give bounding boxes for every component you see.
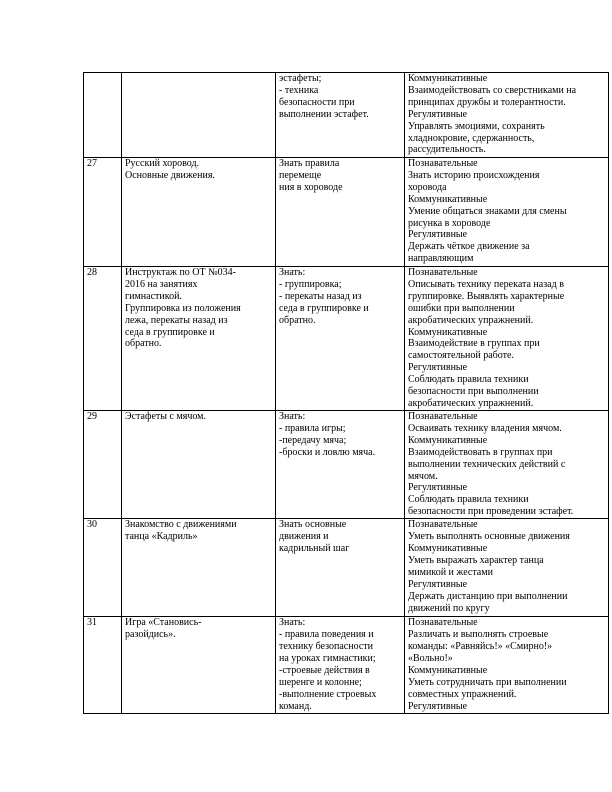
cell-text-line: Эстафеты с мячом.: [125, 411, 207, 422]
cell-text-line: совместных упражнений.: [408, 688, 517, 700]
cell-text-line: -строевые действия в: [279, 664, 370, 676]
cell-text-line: Знакомство с движениями: [125, 519, 237, 531]
cell-text-line: Регулятивные: [408, 362, 468, 374]
lesson-topic-cell: [122, 411, 276, 519]
cell-text-line: движения и: [279, 531, 329, 543]
cell-text-line: движений по кругу: [408, 602, 490, 614]
cell-text-line: Основные движения.: [125, 169, 215, 181]
lesson-number-cell: 29: [84, 411, 122, 519]
cell-text-line: направляющим: [408, 253, 474, 265]
cell-text-line: Знать:: [279, 411, 306, 422]
cell-text-line: Держать чёткое движение за: [408, 241, 530, 253]
cell-text-line: хладнокровие, сдержанность,: [408, 132, 535, 144]
cell-text-line: Соблюдать правила техники: [408, 494, 529, 506]
cell-text-line: Игра «Становись-: [125, 617, 202, 629]
cell-text-line: Регулятивные: [408, 108, 468, 120]
table-row: [84, 73, 609, 158]
skills-cell: [405, 73, 609, 158]
cell-text-line: Группировка из положения: [125, 302, 241, 314]
cell-text-line: Познавательные: [408, 617, 478, 629]
table-row: [84, 158, 609, 267]
cell-text-line: Регулятивные: [408, 229, 468, 241]
table-row: [84, 267, 609, 411]
cell-text-line: седа в группировке и: [125, 326, 215, 338]
cell-text-line: - техника: [279, 84, 319, 96]
cell-text-line: Различать и выполнять строевые: [408, 629, 549, 641]
cell-text-line: выполнении технических действий с: [408, 458, 566, 470]
table-row: [84, 411, 609, 519]
cell-text-line: акробатических упражнений.: [408, 397, 534, 409]
cell-text-line: Коммуникативные: [408, 542, 488, 554]
cell-text-line: Описывать технику переката назад в: [408, 278, 564, 290]
cell-text-line: Знать историю происхождения: [408, 169, 540, 181]
table-row: [84, 519, 609, 617]
skills-cell: [405, 617, 609, 714]
cell-text-line: ошибки при выполнении: [408, 302, 515, 314]
cell-text-line: Соблюдать правила техники: [408, 374, 529, 386]
lesson-topic-cell: [122, 617, 276, 714]
skills-cell: [405, 158, 609, 267]
lesson-number-cell: 30: [84, 519, 122, 617]
cell-text-line: хоровода: [408, 181, 447, 193]
cell-text-line: безопасности при: [279, 96, 355, 108]
cell-text-line: эстафеты;: [279, 73, 322, 84]
knowledge-cell: [276, 411, 405, 519]
cell-text-line: седа в группировке и: [279, 302, 369, 314]
cell-text-line: перемеще: [279, 169, 322, 181]
cell-text-line: Знать основные: [279, 519, 347, 531]
cell-text-line: - группировка;: [279, 278, 342, 290]
cell-text-line: гимнастикой.: [125, 290, 182, 302]
lesson-topic-cell: [122, 158, 276, 267]
cell-text-line: ния в хороводе: [279, 181, 343, 193]
cell-text-line: Коммуникативные: [408, 434, 488, 446]
cell-text-line: Знать:: [279, 267, 306, 278]
lesson-topic-cell: [122, 519, 276, 617]
cell-text-line: обратно.: [279, 314, 316, 326]
cell-text-line: Взаимодействовать со сверстниками на: [408, 84, 577, 96]
cell-text-line: танца «Кадриль»: [125, 531, 198, 543]
cell-text-line: Взаимодействовать в группах при: [408, 446, 553, 458]
cell-text-line: мячом.: [408, 470, 438, 482]
cell-text-line: разойдись».: [125, 629, 176, 641]
cell-text-line: рисунка в хороводе: [408, 217, 491, 229]
cell-text-line: Уметь выполнять основные движения: [408, 531, 570, 543]
cell-text-line: безопасности при проведении эстафет.: [408, 506, 574, 518]
cell-text-line: команды: «Равняйсь!» «Смирно!»: [408, 640, 553, 652]
cell-text-line: команд.: [279, 700, 312, 712]
cell-text-line: Управлять эмоциями, сохранять: [408, 120, 545, 132]
cell-text-line: Знать правила: [279, 158, 340, 169]
lesson-number-cell: 28: [84, 267, 122, 411]
cell-text-line: Русский хоровод.: [125, 158, 200, 169]
lesson-number-cell: 27: [84, 158, 122, 267]
cell-text-line: рассудительность.: [408, 144, 486, 156]
cell-text-line: кадрильный шаг: [279, 542, 350, 554]
skills-cell: [405, 267, 609, 411]
knowledge-cell: [276, 617, 405, 714]
cell-text-line: лежа, перекаты назад из: [125, 314, 228, 326]
cell-text-line: мимикой и жестами: [408, 566, 493, 578]
cell-text-line: Осваивать технику владения мячом.: [408, 422, 562, 434]
cell-text-line: принципах дружбы и толерантности.: [408, 96, 566, 108]
cell-text-line: Уметь выражать характер танца: [408, 554, 544, 566]
cell-text-line: Регулятивные: [408, 578, 468, 590]
cell-text-line: выполнении эстафет.: [279, 108, 369, 120]
lesson-number-cell: 31: [84, 617, 122, 714]
cell-text-line: -передачу мяча;: [279, 434, 347, 446]
knowledge-cell: [276, 73, 405, 158]
cell-text-line: Регулятивные: [408, 482, 468, 494]
cell-text-line: «Вольно!»: [408, 652, 453, 664]
cell-text-line: Познавательные: [408, 158, 478, 169]
cell-text-line: - перекаты назад из: [279, 290, 362, 302]
cell-text-line: Коммуникативные: [408, 326, 488, 338]
cell-text-line: Знать:: [279, 617, 306, 629]
cell-text-line: - правила поведения и: [279, 629, 374, 641]
cell-text-line: 2016 на занятиях: [125, 278, 198, 290]
knowledge-cell: [276, 158, 405, 267]
table-body: [84, 73, 609, 714]
cell-text-line: самостоятельной работе.: [408, 350, 514, 362]
cell-text-line: на уроках гимнастики;: [279, 652, 376, 664]
cell-text-line: акробатических упражнений.: [408, 314, 534, 326]
cell-text-line: Коммуникативные: [408, 193, 488, 205]
cell-text-line: Умение общаться знаками для смены: [408, 205, 567, 217]
cell-text-line: -броски и ловлю мяча.: [279, 446, 376, 458]
cell-text-line: - правила игры;: [279, 422, 346, 434]
skills-cell: [405, 411, 609, 519]
table-row: [84, 617, 609, 714]
cell-text-line: группировке. Выявлять характерные: [408, 290, 565, 302]
cell-text-line: Познавательные: [408, 267, 478, 278]
cell-text-line: Держать дистанцию при выполнении: [408, 590, 568, 602]
cell-text-line: -выполнение строевых: [279, 688, 377, 700]
knowledge-cell: [276, 519, 405, 617]
cell-text-line: безопасности при выполнении: [408, 386, 539, 398]
lesson-number-cell: [84, 73, 122, 158]
lesson-plan-table: [83, 72, 609, 714]
cell-text-line: Познавательные: [408, 411, 478, 422]
cell-text-line: шеренге и колонне;: [279, 676, 362, 688]
cell-text-line: обратно.: [125, 338, 162, 350]
cell-text-line: Познавательные: [408, 519, 478, 531]
knowledge-cell: [276, 267, 405, 411]
lesson-topic-cell: [122, 73, 276, 158]
lesson-topic-cell: [122, 267, 276, 411]
skills-cell: [405, 519, 609, 617]
cell-text-line: Коммуникативные: [408, 73, 488, 84]
cell-text-line: Уметь сотрудничать при выполнении: [408, 676, 567, 688]
cell-text-line: Коммуникативные: [408, 664, 488, 676]
cell-text-line: технику безопасности: [279, 640, 373, 652]
cell-text-line: Взаимодействие в группах при: [408, 338, 540, 350]
cell-text-line: Регулятивные: [408, 700, 468, 712]
cell-text-line: Инструктаж по ОТ №034-: [125, 267, 236, 278]
